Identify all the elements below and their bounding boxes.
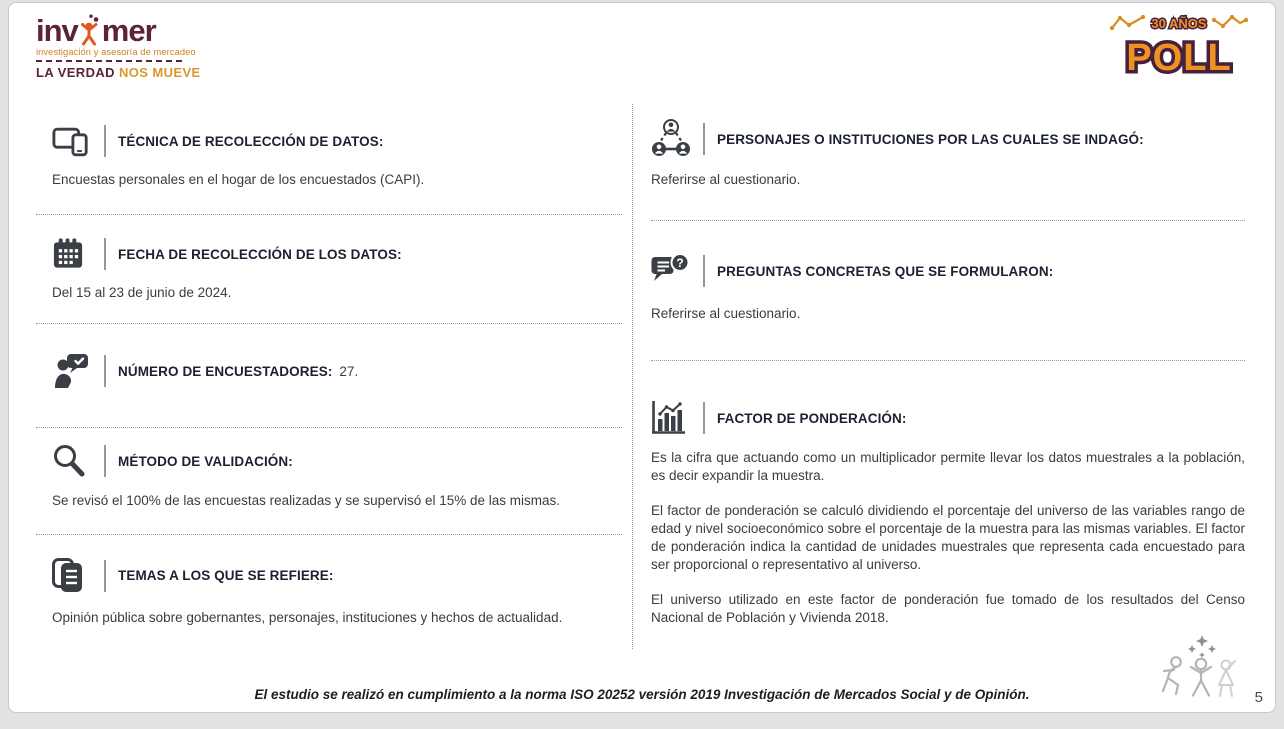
section-factor-ponderacion: [651, 401, 1245, 627]
section-title: PERSONAJES O INSTITUCIONES POR LAS CUALES SE INDAGÓ:: [717, 131, 1144, 147]
line-chart-right-icon: [1211, 13, 1249, 33]
section-divider: [36, 214, 622, 215]
section-body: Encuestas personales en el hogar de los encuestados (CAPI).: [52, 172, 425, 187]
invamer-word-start: inv: [36, 13, 78, 48]
section-divider: [651, 220, 1245, 221]
invamer-wordmark: [36, 14, 186, 46]
interviewer-icon: [52, 353, 96, 389]
jumping-person-icon: [79, 14, 101, 47]
invamer-tagline: [36, 65, 201, 80]
section-paragraph: El universo utilizado en este factor de ponderación fue tomado de los resultados del Censo Nacional de Población y Vivienda 2018.: [651, 592, 1245, 625]
section-body: Opinión pública sobre gobernantes, personajes, instituciones y hechos de actualidad.: [52, 610, 563, 625]
title-separator: [104, 125, 106, 157]
section-temas: [52, 558, 630, 627]
tagline-accent: NOS MUEVE: [118, 65, 201, 80]
section-divider: [36, 323, 622, 324]
title-separator: [703, 402, 705, 434]
section-title: FACTOR DE PONDERACIÓN:: [717, 410, 907, 426]
section-title: PREGUNTAS CONCRETAS QUE SE FORMULARON:: [717, 263, 1054, 279]
poll-logo: [1109, 13, 1249, 84]
magnifier-icon: [52, 444, 96, 478]
section-numero-encuestadores: [52, 353, 630, 389]
poll-wordmark: [1109, 33, 1249, 79]
iso-compliance-note: El estudio se realizó en cumplimiento a la norma ISO 20252 versión 2019 Investigación de Mercados Social y de Opinión.: [254, 687, 1030, 702]
section-value: 27.: [339, 363, 359, 379]
section-divider: [651, 360, 1245, 361]
people-network-icon: [651, 119, 695, 159]
section-title: TÉCNICA DE RECOLECCIÓN DE DATOS:: [118, 133, 384, 149]
page-number: 5: [1254, 689, 1263, 706]
poll-years-text: [1148, 13, 1210, 33]
column-divider: [632, 104, 633, 649]
section-title: TEMAS A LOS QUE SE REFIERE:: [118, 568, 334, 583]
section-body: Se revisó el 100% de las encuestas realizadas y se supervisó el 15% de las mismas.: [52, 493, 561, 508]
chat-question-icon: [651, 253, 695, 289]
section-tecnica-recoleccion: [52, 125, 630, 189]
title-separator: [703, 255, 705, 287]
section-fecha-recoleccion: [52, 238, 630, 302]
section-title: NÚMERO DE ENCUESTADORES:: [118, 363, 333, 379]
title-separator: [104, 445, 106, 477]
svg-text:POLL: POLL: [1126, 37, 1232, 79]
section-body: Referirse al cuestionario.: [651, 172, 801, 187]
section-personajes-instituciones: [651, 119, 1245, 189]
devices-icon: [52, 126, 96, 157]
bar-chart-icon: [651, 401, 695, 435]
slide-page: [8, 2, 1276, 713]
section-paragraph: Es la cifra que actuando como un multiplicador permite llevar los datos muestrales a la población, es decir expandir la muestra.: [651, 450, 1245, 483]
section-divider: [36, 427, 622, 428]
invamer-logo: [36, 13, 201, 80]
svg-text:?: ?: [676, 256, 684, 270]
svg-text:30 AÑOS: 30 AÑOS: [1151, 16, 1207, 31]
section-body: Del 15 al 23 de junio de 2024.: [52, 285, 232, 300]
calendar-icon: [52, 238, 96, 270]
section-title: FECHA DE RECOLECCIÓN DE LOS DATOS:: [118, 246, 402, 262]
dancers-icon: [1155, 633, 1247, 710]
section-preguntas-concretas: [651, 253, 1245, 323]
section-title: MÉTODO DE VALIDACIÓN:: [118, 453, 293, 469]
title-separator: [104, 238, 106, 270]
title-separator: [104, 560, 106, 592]
title-separator: [104, 355, 106, 387]
section-divider: [36, 534, 622, 535]
section-metodo-validacion: [52, 444, 630, 510]
section-paragraph: El factor de ponderación se calculó dividiendo el porcentaje del universo de las variables rango de edad y nivel socioeconómico sobre el porcentaje de la muestra para las mismas variables. El factor de ponderación indica la cantidad de unidades muestrales que representa cada encuestado para ser proporcional o representativo al universo.: [651, 503, 1245, 572]
invamer-subtitle: investigación y asesoría de mercadeo: [36, 47, 196, 57]
documents-icon: [52, 558, 96, 593]
line-chart-left-icon: [1109, 13, 1147, 33]
section-body: Referirse al cuestionario.: [651, 306, 801, 321]
invamer-word-end: mer: [101, 13, 156, 48]
invamer-dashed-rule: [36, 60, 182, 62]
tagline-dark: LA VERDAD: [36, 65, 115, 80]
title-separator: [703, 123, 705, 155]
